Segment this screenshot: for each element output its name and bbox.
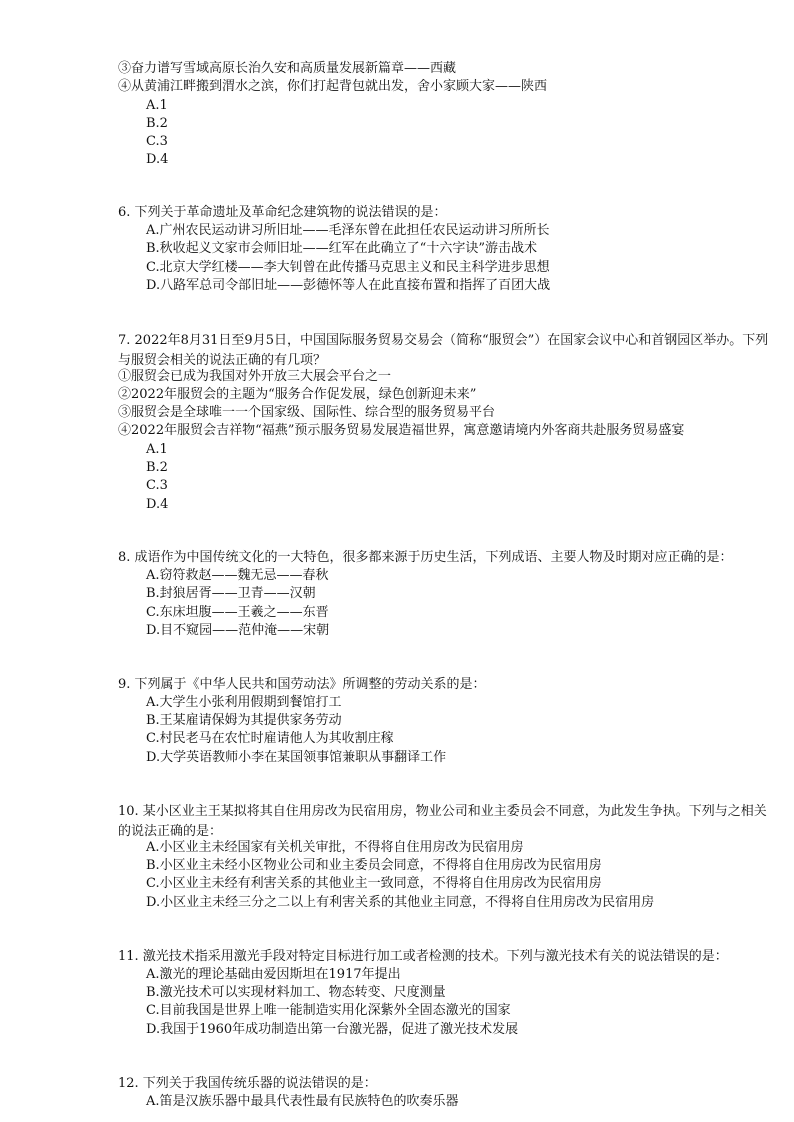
q9-option-b: B.王某雇请保姆为其提供家务劳动 — [146, 713, 342, 728]
q10-option-d: D.小区业主未经三分之二以上有利害关系的其他业主同意，不得将自住用房改为民宿用房 — [146, 895, 655, 910]
q5-item-3: ③奋力谱写雪域高原长治久安和高质量发展新篇章——西藏 — [118, 61, 457, 76]
q7-item-2: ②2022年服贸会的主题为“服务合作促发展，绿色创新迎未来” — [118, 387, 477, 402]
q7-option-a: A.1 — [146, 442, 168, 457]
q9-option-c: C.村民老马在农忙时雇请他人为其收割庄稼 — [146, 731, 394, 746]
q7-item-1: ①服贸会已成为我国对外开放三大展会平台之一 — [118, 369, 392, 384]
q7-option-d: D.4 — [146, 497, 169, 512]
q7-item-3: ③服贸会是全球唯一一个国家级、国际性、综合型的服务贸易平台 — [118, 405, 496, 420]
q11-option-b: B.激光技术可以实现材料加工、物态转变、尺度测量 — [146, 985, 446, 1000]
q11-option-c: C.目前我国是世界上唯一能制造实用化深紫外全固态激光的国家 — [146, 1003, 511, 1018]
q11-option-a: A.激光的理论基础由爱因斯坦在1917年提出 — [146, 967, 401, 982]
q8-option-d: D.目不窥园——范仲淹——宋朝 — [146, 623, 330, 638]
q7-stem: 7. 2022年8月31日至9月5日，中国国际服务贸易交易会（简称“服贸会”）在国家会议中心和首钢园区举办。下列与服贸会相关的说法正确的有几项？ — [118, 333, 769, 368]
q11-option-d: D.我国于1960年成功制造出第一台激光器，促进了激光技术发展 — [146, 1022, 519, 1037]
q6-option-b: B.秋收起义文家市会师旧址——红军在此确立了“十六字诀”游击战术 — [146, 241, 537, 256]
q12-stem: 12. 下列关于我国传统乐器的说法错误的是： — [118, 1076, 377, 1091]
q5-item-4: ④从黄浦江畔搬到渭水之滨，你们打起背包就出发，舍小家顾大家——陕西 — [118, 79, 548, 94]
q5-option-a: A.1 — [146, 98, 168, 113]
q8-option-b: B.封狼居胥——卫青——汉朝 — [146, 586, 316, 601]
q5-option-d: D.4 — [146, 152, 169, 167]
q8-option-c: C.东床坦腹——王羲之——东晋 — [146, 605, 329, 620]
q9-stem: 9. 下列属于《中华人民共和国劳动法》所调整的劳动关系的是： — [118, 677, 486, 692]
q7-option-b: B.2 — [146, 460, 168, 475]
q10-option-a: A.小区业主未经国家有关机关审批，不得将自住用房改为民宿用房 — [146, 840, 524, 855]
q5-option-c: C.3 — [146, 134, 168, 149]
q9-option-d: D.大学英语教师小李在某国领事馆兼职从事翻译工作 — [146, 750, 447, 765]
q12-option-a: A.笛是汉族乐器中最具代表性最有民族特色的吹奏乐器 — [146, 1094, 459, 1109]
q6-option-c: C.北京大学红楼——李大钊曾在此传播马克思主义和民主科学进步思想 — [146, 260, 550, 275]
q5-option-b: B.2 — [146, 116, 168, 131]
q6-option-d: D.八路军总司令部旧址——彭德怀等人在此直接布置和指挥了百团大战 — [146, 278, 551, 293]
q8-stem: 8. 成语作为中国传统文化的一大特色，很多都来源于历史生活，下列成语、主要人物及时期对应正确的是： — [118, 550, 733, 565]
q6-stem: 6. 下列关于革命遗址及革命纪念建筑物的说法错误的是： — [118, 205, 447, 220]
q6-option-a: A.广州农民运动讲习所旧址——毛泽东曾在此担任农民运动讲习所所长 — [146, 223, 550, 238]
q8-option-a: A.窃符救赵——魏无忌——春秋 — [146, 568, 329, 583]
q10-option-c: C.小区业主未经有利害关系的其他业主一致同意，不得将自住用房改为民宿用房 — [146, 876, 602, 891]
q9-option-a: A.大学生小张利用假期到餐馆打工 — [146, 695, 342, 710]
q11-stem: 11. 激光技术指采用激光手段对特定目标进行加工或者检测的技术。下列与激光技术有关的说法错误的是： — [118, 949, 728, 964]
q7-item-4: ④2022年服贸会吉祥物“福燕”预示服务贸易发展造福世界，寓意邀请境内外客商共赴服务贸易盛宴 — [118, 423, 685, 438]
q10-option-b: B.小区业主未经小区物业公司和业主委员会同意，不得将自住用房改为民宿用房 — [146, 858, 602, 873]
q7-option-c: C.3 — [146, 478, 168, 493]
q10-stem: 10. 某小区业主王某拟将其自住用房改为民宿用房，物业公司和业主委员会不同意，为此发生争执。下列与之相关的说法正确的是： — [118, 804, 767, 839]
